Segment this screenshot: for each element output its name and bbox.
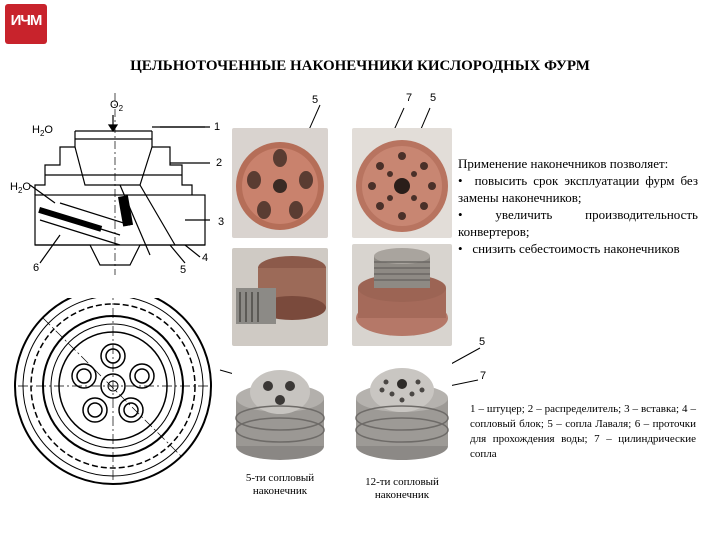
label-4: 4 (202, 252, 209, 264)
parts-legend: 1 – штуцер; 2 – распределитель; 3 – вставка; 4 – сопловый блок; 5 – сопла Лаваля; 6 – проточки для прохождения воды; 7 – цилиндрические сопла (470, 403, 696, 460)
front-view-drawing (8, 298, 218, 508)
photo-twelve-nozzle-finished (352, 358, 452, 464)
label-o2: $O_2$ (110, 99, 124, 114)
page-title: ЦЕЛЬНОТОЧЕННЫЕ НАКОНЕЧНИКИ КИСЛОРОДНЫХ ФУРМ (130, 58, 590, 74)
photo-five-nozzle-top (232, 128, 328, 238)
benefit-item: • снизить себестоимость наконечников (458, 241, 680, 256)
caption-twelve-nozzle: 12-ти сопловый наконечник (365, 476, 439, 501)
label-6: 6 (33, 262, 40, 274)
label-2: 2 (216, 157, 223, 169)
label-5-photo: 5 (430, 92, 437, 104)
photo-twelve-nozzle-side (352, 244, 452, 346)
label-5-top: 5 (312, 94, 319, 106)
label-1: 1 (214, 121, 221, 133)
benefits-list (458, 155, 698, 257)
label-h2o-left: $H_2O$ (10, 181, 31, 196)
benefit-item: • повысить срок эксплуатации фурм без замены наконечников; (458, 173, 698, 205)
label-5-bottom: 5 (180, 264, 187, 276)
photo-five-nozzle-finished (232, 358, 328, 464)
caption-five-nozzle: 5-ти сопловый наконечник (245, 472, 315, 497)
photo-five-nozzle-side (232, 248, 328, 346)
label-5-right: 5 (479, 336, 486, 348)
photo-twelve-nozzle-top (352, 128, 452, 238)
label-h2o-top: $H_2O$ (32, 124, 53, 139)
label-7-right: 7 (480, 370, 487, 382)
label-7-photo: 7 (406, 92, 413, 104)
benefits-lead: Применение наконечников позволяет: (458, 156, 669, 171)
logo-text: ИЧМ (10, 12, 42, 29)
label-3: 3 (218, 216, 225, 228)
benefit-item: • увеличить производительность конвертеров; (458, 207, 698, 239)
